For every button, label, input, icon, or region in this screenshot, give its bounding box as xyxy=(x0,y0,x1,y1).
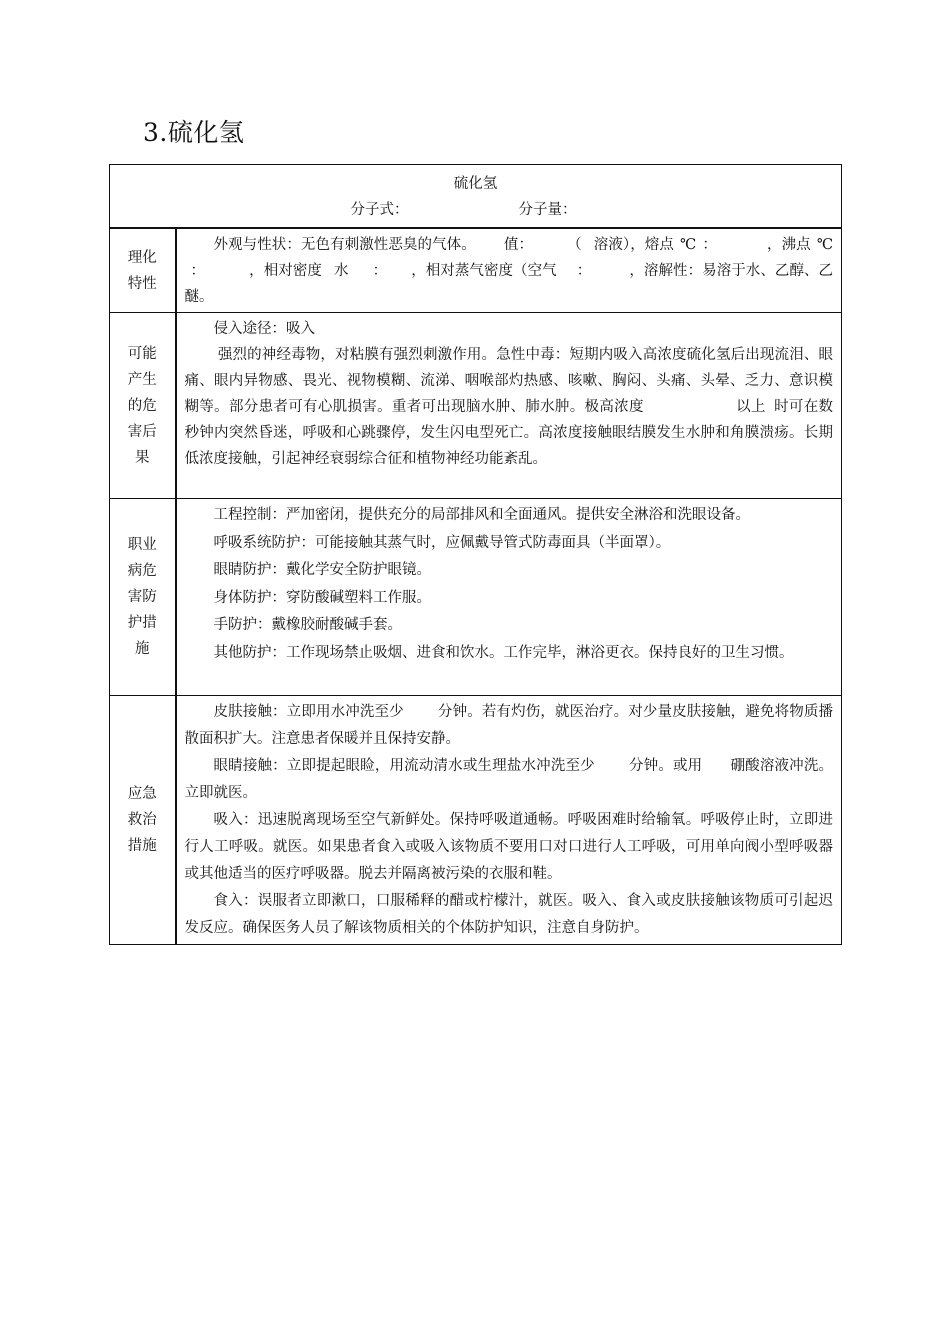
inhalation-text: 吸入：迅速脱离现场至空气新鲜处。保持呼吸道通畅。呼吸困难时给输氧。呼吸停止时，立即进行人工呼吸。就医。如果患者食入或吸入该物质不要用口对口进行人工呼吸，可用单向阀小型呼吸器或其他适当的医疗呼吸器。脱去并隔离被污染的衣服和鞋。 xyxy=(184,812,833,882)
health-hazard-text: 强烈的神经毒物，对粘膜有强烈刺激作用。急性中毒：短期内吸入高浓度硫化氢后出现流泪、眼痛、眼内异物感、畏光、视物模糊、流涕、咽喉部灼热感、咳嗽、胸闷、头痛、头晕、乏力、意识模糊等。部分患者可有心肌损害。重者可出现脑水肿、肺水肿。极高浓度 以上 时可在数秒钟内突然昏迷，呼吸和心跳骤停，发生闪电型死亡。高浓度接触眼结膜发生水肿和角膜溃疡。长期低浓度接触，引起神经衰弱综合征和植物神经功能紊乱。 xyxy=(184,347,834,467)
emergency-measures-content xyxy=(176,696,842,945)
ingestion-text: 食入：误服者立即漱口，口服稀释的醋或柠檬汁，就医。吸入、食入或皮肤接触该物质可引起迟发反应。确保医务人员了解该物质相关的个体防护知识，注意自身防护。 xyxy=(184,893,833,936)
skin-contact-text: 皮肤接触：立即用水冲洗至少 分钟。若有灼伤，就医治疗。对少量皮肤接触，避免将物质播散面积扩大。注意患者保暖并且保持安静。 xyxy=(184,704,834,747)
table-row-emergency-measures xyxy=(110,696,842,945)
eye-contact-text: 眼睛接触：立即提起眼睑，用流动清水或生理盐水冲洗至少 分钟。或用 硼酸溶液冲洗。立即就医。 xyxy=(184,758,834,801)
molecular-weight-label: 分子量： xyxy=(518,202,577,218)
row-label-occupational-protection: 职业 病危 害防 护措 施 xyxy=(110,499,176,696)
body-protection-text: 身体防护：穿防酸碱塑料工作服。 xyxy=(213,589,431,606)
row-label-emergency-measures: 应急 救治 措施 xyxy=(110,696,176,945)
msds-table xyxy=(109,164,842,945)
other-protection-text: 其他防护：工作现场禁止吸烟、进食和饮水。工作完毕，淋浴更衣。保持良好的卫生习惯。 xyxy=(213,644,794,661)
hand-protection-text: 手防护：戴橡胶耐酸碱手套。 xyxy=(213,617,402,633)
table-header-row xyxy=(110,165,842,229)
engineering-control-text: 工程控制：严加密闭，提供充分的局部排风和全面通风。提供安全淋浴和洗眼设备。 xyxy=(213,507,750,523)
occupational-protection-content xyxy=(176,499,842,696)
properties-paragraph: 外观与性状：无色有刺激性恶臭的气体。 值： （ 溶液），熔点 ℃ ： ，沸点 ℃： ，相对密度 水 ： ，相对蒸气密度（空气 ： ，溶解性：易溶于水、乙醇、乙醚。 xyxy=(184,237,834,305)
section-title: 3.硫化氢 xyxy=(143,118,245,147)
table-row-physical-properties xyxy=(110,228,842,313)
possible-hazards-content xyxy=(176,313,842,499)
table-row-occupational-protection xyxy=(110,499,842,696)
respiratory-protection-text: 呼吸系统防护：可能接触其蒸气时，应佩戴导管式防毒面具（半面罩）。 xyxy=(213,534,671,551)
substance-name: 硫化氢 xyxy=(453,176,498,192)
formula-label: 分子式： xyxy=(350,202,409,218)
entry-route-text: 侵入途径：吸入 xyxy=(213,321,315,337)
row-label-physical-properties: 理化 特性 xyxy=(110,228,176,313)
physical-properties-content xyxy=(176,228,842,313)
table-row-possible-hazards xyxy=(110,313,842,499)
table-header xyxy=(110,165,842,229)
formula-line xyxy=(110,197,841,223)
eye-protection-text: 眼睛防护：戴化学安全防护眼镜。 xyxy=(213,562,431,578)
row-label-possible-hazards: 可能 产生 的危 害后 果 xyxy=(110,313,176,499)
